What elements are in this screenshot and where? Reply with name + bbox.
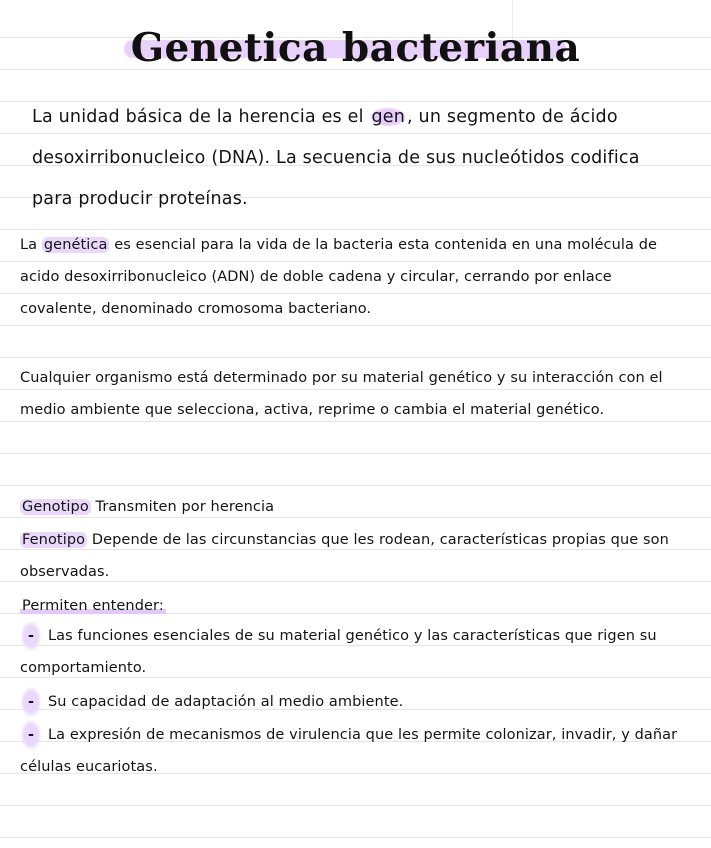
bullet-item-3: [20, 719, 690, 783]
permiten-heading: Permiten entender:: [22, 598, 164, 614]
fenotipo-text: Depende de las circunstancias que les rodean, características propias que son observadas.: [20, 532, 669, 580]
genotipo-text: Transmiten por herencia: [90, 499, 275, 515]
fenotipo-line: [20, 524, 690, 588]
genotipo-term: Genotipo: [22, 499, 89, 515]
intro-text-start: La unidad básica de la herencia es el: [32, 107, 370, 127]
bullet-item-1: [20, 620, 690, 684]
genotipo-line: [20, 491, 690, 523]
para1-text-start: La: [20, 237, 42, 253]
paragraph-genetica: [20, 229, 690, 325]
bullet-text-1: Las funciones esenciales de su material genético y las características que rigen su comportamiento.: [20, 628, 657, 676]
para1-text-end: es esencial para la vida de la bacteria esta contenida en una molécula de acido desoxirribonucleico (ADN) de doble cadena y circular, cerrando por enlace covalente, denominado cromosoma bacteriano.: [20, 237, 658, 317]
dash-bullet-icon: -: [20, 620, 42, 652]
title-block: [0, 18, 711, 78]
intro-highlight-gen: gen: [371, 107, 406, 127]
page-title: Genetica bacteriana: [130, 25, 581, 71]
paragraph-organismo: Cualquier organismo está determinado por su material genético y su interacción con el medio ambiente que selecciona, activa, reprime o cambia el material genético.: [20, 370, 663, 418]
intro-text-end: , un segmento de ácido desoxirribonucleico (DNA). La secuencia de sus nucleótidos codifica para producir proteínas.: [32, 107, 640, 209]
dash-bullet-icon: -: [20, 719, 42, 751]
bullet-text-3: La expresión de mecanismos de virulencia que les permite colonizar, invadir, y dañar células eucariotas.: [20, 727, 678, 775]
bullet-item-2: [20, 686, 690, 718]
bullet-text-2: Su capacidad de adaptación al medio ambiente.: [48, 694, 404, 710]
para1-highlight-genetica: genética: [43, 237, 108, 253]
intro-paragraph: [32, 97, 682, 220]
fenotipo-term: Fenotipo: [22, 532, 86, 548]
permiten-heading-line: [20, 590, 690, 622]
dash-bullet-icon: -: [20, 686, 42, 718]
